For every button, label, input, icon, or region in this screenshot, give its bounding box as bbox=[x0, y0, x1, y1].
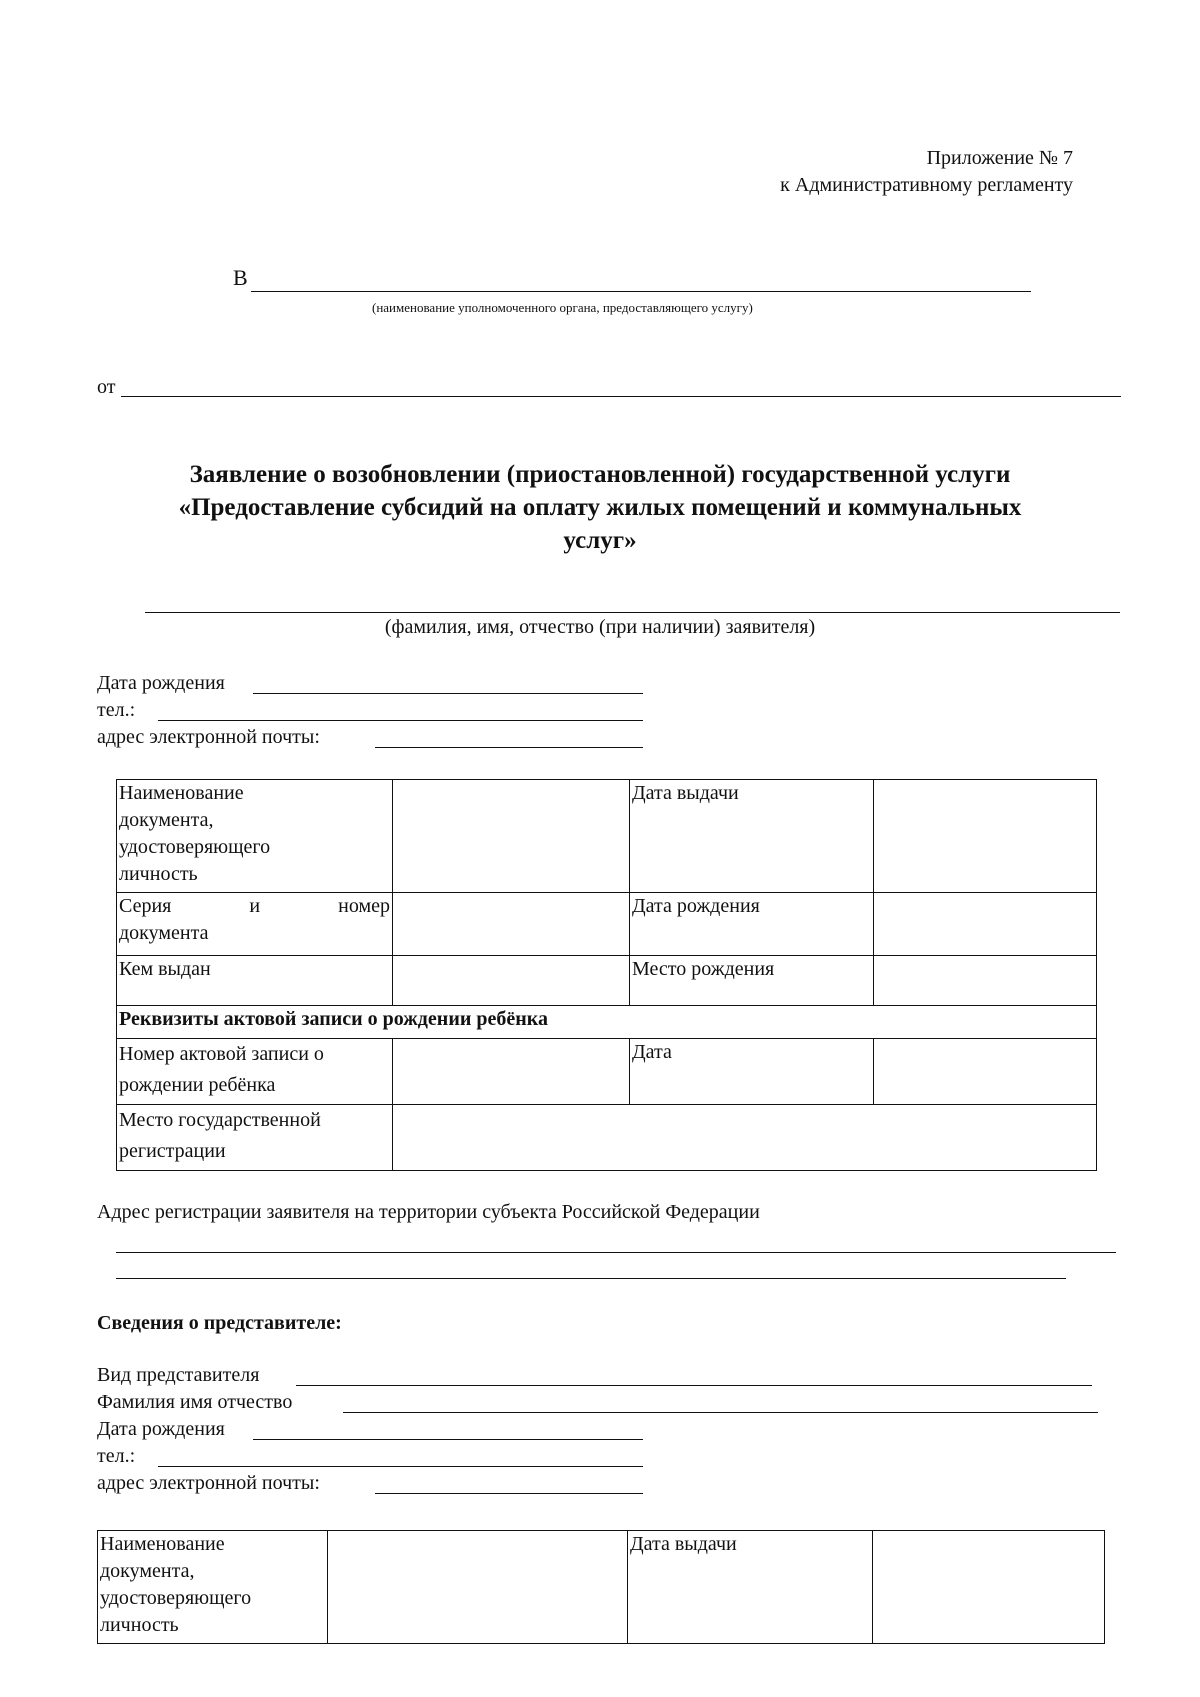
appendix-number: Приложение № 7 bbox=[926, 147, 1073, 169]
to-prefix: В bbox=[233, 265, 248, 290]
act-number-value-cell[interactable] bbox=[393, 1039, 630, 1105]
reg-place-value-cell[interactable] bbox=[393, 1105, 1097, 1171]
rep-type-field[interactable] bbox=[296, 1385, 1092, 1386]
from-field[interactable] bbox=[121, 396, 1121, 397]
address-field-line-1[interactable] bbox=[116, 1252, 1116, 1253]
identity-document-table bbox=[116, 779, 1097, 1171]
rep-type-label: Вид представителя bbox=[97, 1364, 260, 1386]
application-title bbox=[100, 458, 1100, 557]
rep-fio-label: Фамилия имя отчество bbox=[97, 1391, 293, 1413]
series-number-label-cell: Серия и номер документа bbox=[117, 893, 393, 956]
title-line-3: услуг» bbox=[563, 527, 637, 554]
series-number-value-cell[interactable] bbox=[393, 893, 630, 956]
rep-phone-field[interactable] bbox=[158, 1466, 643, 1467]
from-prefix: от bbox=[97, 376, 116, 398]
address-field-line-2[interactable] bbox=[116, 1278, 1066, 1279]
reg-place-label-cell: Место государственной регистрации bbox=[117, 1105, 393, 1171]
act-number-label-cell: Номер актовой записи о рождении ребёнка bbox=[117, 1039, 393, 1105]
rep-id-doc-label-cell: Наименование документа, удостоверяющего личность bbox=[98, 1531, 328, 1644]
issue-date-value-cell[interactable] bbox=[874, 780, 1097, 893]
rep-email-label: адрес электронной почты: bbox=[97, 1472, 320, 1494]
doc-birth-date-label: Дата рождения bbox=[630, 893, 874, 956]
title-line-2: «Предоставление субсидий на оплату жилых помещений и коммунальных bbox=[178, 494, 1022, 521]
rep-fio-field[interactable] bbox=[343, 1412, 1098, 1413]
applicant-email-label: адрес электронной почты: bbox=[97, 726, 320, 748]
issued-by-value-cell[interactable] bbox=[393, 956, 630, 1006]
birth-place-value-cell[interactable] bbox=[874, 956, 1097, 1006]
appendix-header bbox=[780, 145, 1073, 199]
rep-issue-date-label: Дата выдачи bbox=[628, 1531, 873, 1644]
applicant-email-field[interactable] bbox=[375, 747, 643, 748]
applicant-name-hint: (фамилия, имя, отчество (при наличии) заявителя) bbox=[384, 616, 816, 638]
applicant-phone-field[interactable] bbox=[158, 720, 643, 721]
authority-field[interactable] bbox=[251, 291, 1031, 292]
authority-hint: (наименование уполномоченного органа, предоставляющего услугу) bbox=[372, 300, 753, 315]
applicant-birth-date-field[interactable] bbox=[253, 693, 643, 694]
act-date-label: Дата bbox=[630, 1039, 874, 1105]
title-line-1: Заявление о возобновлении (приостановленной) государственной услуги bbox=[189, 461, 1011, 488]
representative-heading: Сведения о представителе: bbox=[97, 1312, 342, 1334]
rep-birth-date-label: Дата рождения bbox=[97, 1418, 225, 1440]
act-date-value-cell[interactable] bbox=[874, 1039, 1097, 1105]
rep-birth-date-field[interactable] bbox=[253, 1439, 643, 1440]
issue-date-label: Дата выдачи bbox=[630, 780, 874, 893]
rep-issue-date-value-cell[interactable] bbox=[873, 1531, 1105, 1644]
issued-by-label: Кем выдан bbox=[117, 956, 393, 1006]
rep-id-doc-value-cell[interactable] bbox=[328, 1531, 628, 1644]
birth-place-label: Место рождения bbox=[630, 956, 874, 1006]
doc-birth-date-value-cell[interactable] bbox=[874, 893, 1097, 956]
applicant-name-field[interactable] bbox=[145, 612, 1120, 613]
rep-email-field[interactable] bbox=[375, 1493, 643, 1494]
act-record-header: Реквизиты актовой записи о рождении ребёнка bbox=[117, 1006, 1097, 1039]
appendix-reference: к Административному регламенту bbox=[780, 174, 1073, 196]
address-label: Адрес регистрации заявителя на территории субъекта Российской Федерации bbox=[97, 1201, 760, 1223]
applicant-phone-label: тел.: bbox=[97, 699, 136, 721]
applicant-birth-date-label: Дата рождения bbox=[97, 672, 225, 694]
rep-identity-document-table bbox=[97, 1530, 1105, 1644]
id-doc-label-cell: Наименование документа, удостоверяющего личность bbox=[117, 780, 393, 893]
rep-phone-label: тел.: bbox=[97, 1445, 136, 1467]
id-doc-value-cell[interactable] bbox=[393, 780, 630, 893]
